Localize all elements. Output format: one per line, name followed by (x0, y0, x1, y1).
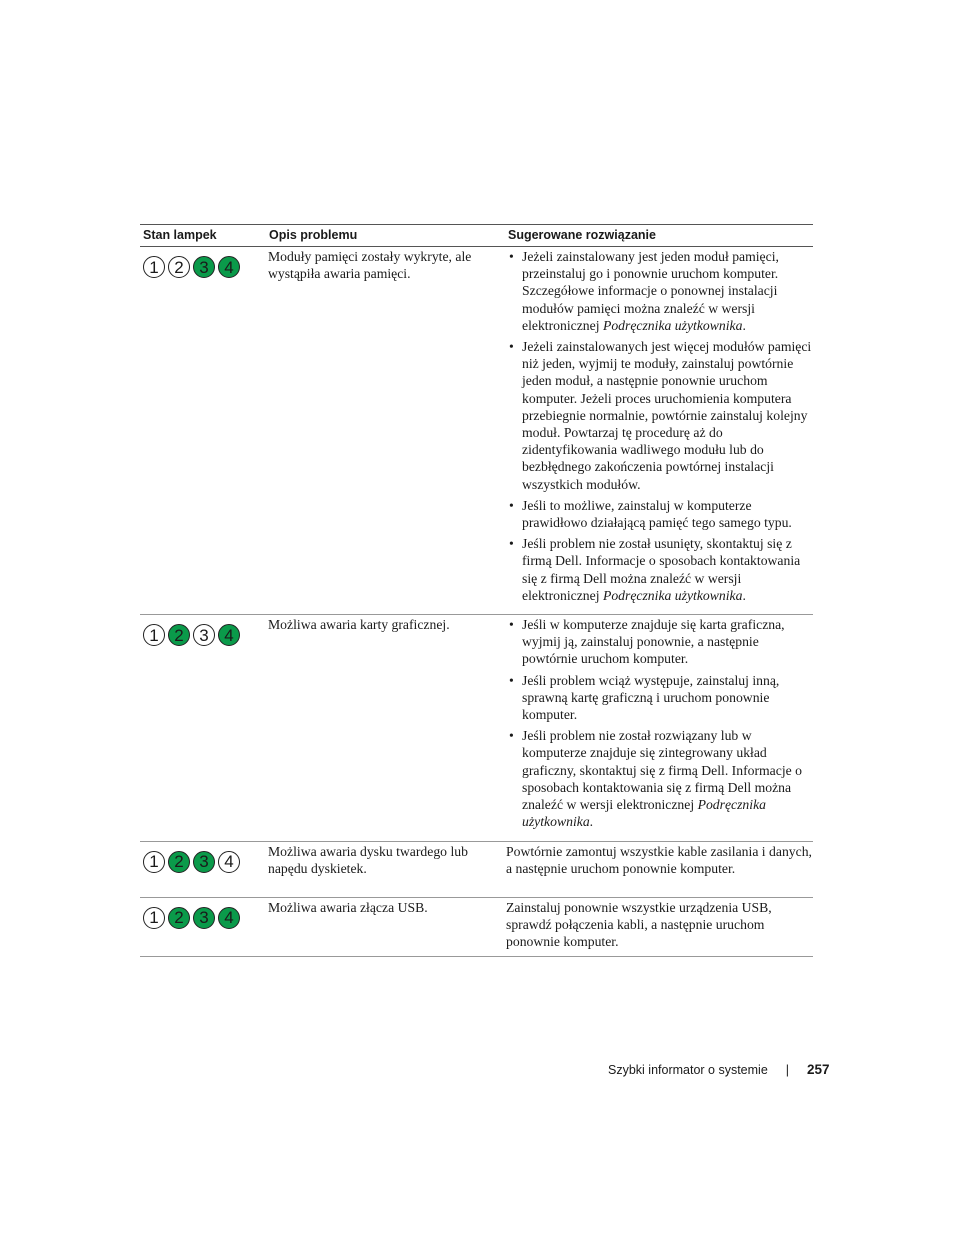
solution-text: Jeżeli zainstalowanych jest więcej modułów pamięci niż jeden, wyjmij te moduły, zainstaluj powtórnie jeden moduł, a następnie ponownie uruchom komputer. Jeżeli proces uruchomienia komputera przebiegnie normalnie, powtórnie zainstaluj kolejny moduł. Powtarzaj tę procedurę aż do zidentyfikowania wadliwego modułu lub do bezbłędnego zakończenia powtórnej instalacji wszystkich modułów. (522, 339, 812, 492)
footer-separator: | (785, 1062, 790, 1077)
header-light-status: Stan lampek (140, 225, 266, 247)
solution-item (506, 338, 813, 493)
light-status-cell (140, 897, 266, 957)
solution-text-end: . (742, 587, 746, 603)
problem-description: Możliwa awaria dysku twardego lub napędu dyskietek. (266, 841, 505, 897)
solution-item (506, 248, 813, 334)
diagnostic-light-2-on: 2 (168, 624, 190, 646)
suggested-solution (505, 247, 813, 615)
manual-title: Podręcznika użytkownika (522, 797, 766, 830)
light-status-cell (140, 247, 266, 615)
solution-text: Jeśli to możliwe, zainstaluj w komputerze prawidłowo działającą pamięć tego samego typu. (522, 497, 792, 531)
manual-title: Podręcznika użytkownika (602, 587, 743, 603)
diagnostic-lights (143, 851, 262, 873)
solution-text: Jeżeli zainstalowany jest jeden moduł pamięci, przeinstaluj go i ponownie uruchom komputer. Szczegółowe informacje o ponownej instalacji modułów pamięci można znaleźć w wersji elektronicznej (522, 249, 779, 333)
diagnostic-light-1-off: 1 (143, 851, 165, 873)
suggested-solution (505, 897, 813, 957)
header-problem-description: Opis problemu (266, 225, 505, 247)
solution-item (506, 616, 813, 668)
diagnostic-lights (143, 624, 262, 646)
diagnostic-light-1-off: 1 (143, 624, 165, 646)
solution-text-end: . (742, 317, 746, 333)
diagnostic-light-4-on: 4 (218, 256, 240, 278)
diagnostic-light-3-off: 3 (193, 624, 215, 646)
suggested-solution (505, 841, 813, 897)
solution-item (506, 535, 813, 604)
table-row (140, 841, 813, 897)
footer-section-title: Szybki informator o systemie (608, 1062, 768, 1077)
diagnostic-light-2-on: 2 (168, 907, 190, 929)
diagnostic-light-4-off: 4 (218, 851, 240, 873)
diagnostic-light-4-on: 4 (218, 907, 240, 929)
table-row (140, 247, 813, 615)
solution-text: Jeśli w komputerze znajduje się karta graficzna, wyjmij ją, zainstaluj ponownie, a następnie powtórnie uruchom komputer. (522, 617, 785, 667)
diagnostic-lights (143, 256, 262, 278)
solution-text: Jeśli problem wciąż występuje, zainstaluj inną, sprawną kartę graficzną i uruchom ponownie komputer. (522, 672, 780, 723)
diagnostic-light-1-off: 1 (143, 907, 165, 929)
diagnostic-light-3-on: 3 (193, 256, 215, 278)
page-footer (608, 1062, 830, 1077)
solution-text: Jeśli problem nie został usunięty, skontaktuj się z firmą Dell. Informacje o sposobach kontaktowania się z firmą Dell można znaleźć w wersji elektronicznej (522, 536, 801, 603)
solution-item (506, 727, 813, 830)
header-suggested-solution: Sugerowane rozwiązanie (505, 225, 813, 247)
table-row (140, 615, 813, 841)
table-body (140, 247, 813, 957)
diagnostic-light-3-on: 3 (193, 907, 215, 929)
light-status-cell (140, 841, 266, 897)
solution-list (506, 248, 813, 604)
diagnostic-light-3-on: 3 (193, 851, 215, 873)
diagnostic-lights (143, 907, 262, 929)
solution-list (506, 616, 813, 830)
light-status-cell (140, 615, 266, 841)
solution-text-end: . (589, 814, 594, 830)
problem-description: Możliwa awaria karty graficznej. (266, 615, 505, 841)
diagnostic-light-4-on: 4 (218, 624, 240, 646)
problem-description: Możliwa awaria złącza USB. (266, 897, 505, 957)
diagnostic-lights-table (140, 224, 813, 957)
table-row (140, 897, 813, 957)
diagnostic-light-1-off: 1 (143, 256, 165, 278)
solution-item (506, 672, 813, 724)
solution-text: Zainstaluj ponownie wszystkie urządzenia USB, sprawdź połączenia kabli, a następnie uruchom ponownie komputer. (506, 899, 772, 949)
manual-title: Podręcznika użytkownika (602, 317, 743, 333)
suggested-solution (505, 615, 813, 841)
page-number: 257 (807, 1062, 830, 1077)
table-header-row (140, 225, 813, 247)
diagnostic-light-2-on: 2 (168, 851, 190, 873)
diagnostic-light-2-off: 2 (168, 256, 190, 278)
solution-text: Jeśli problem nie został rozwiązany lub w komputerze znajduje się zintegrowany układ graficzny, skontaktuj się z firmą Dell. Informacje o sposobach kontaktowania się z firmą Dell można znaleźć w wersji elektronicznej (522, 728, 802, 813)
problem-description: Moduły pamięci zostały wykryte, ale wystąpiła awaria pamięci. (266, 247, 505, 615)
solution-item (506, 497, 813, 531)
solution-text: Powtórnie zamontuj wszystkie kable zasilania i danych, a następnie uruchom ponownie komputer. (506, 843, 812, 876)
